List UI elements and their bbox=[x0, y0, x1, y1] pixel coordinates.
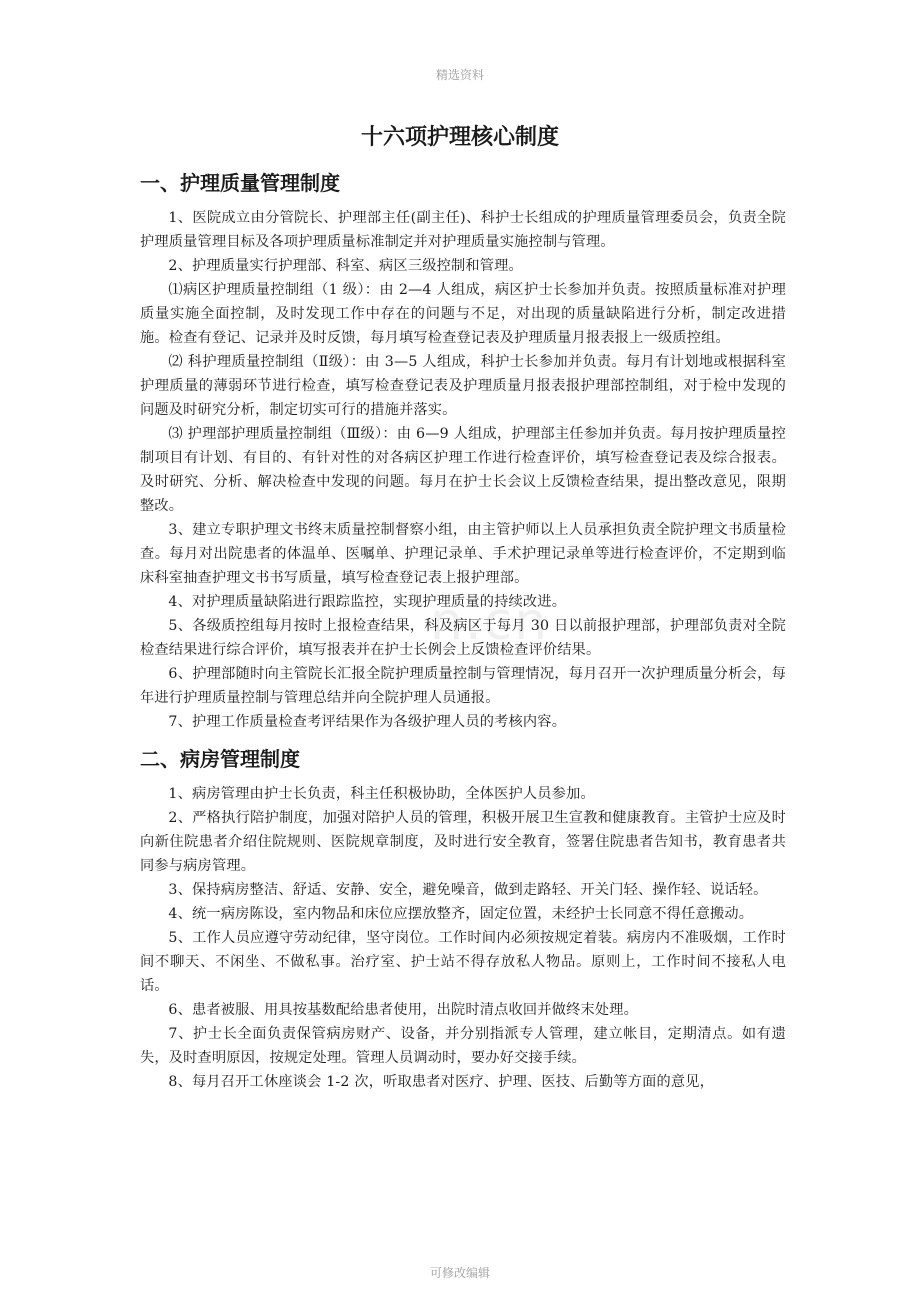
paragraph: ⑶ 护理部护理质量控制组（Ⅲ级）：由 6—9 人组成，护理部主任参加并负责。每月按护理质量控制项目有计划、有目的、有针对性的对各病区护理工作进行检查评价，填写检查登记表及综合报表。及时研究、分析、解决检查中发现的问题。每月在护士长会议上反馈检查结果，提出整改意见，限期整改。 bbox=[140, 426, 786, 514]
page-header-label: 精选资料 bbox=[435, 68, 484, 82]
page-footer-label: 可修改编辑 bbox=[429, 1266, 490, 1280]
paragraph: 3、保持病房整洁、舒适、安静、安全，避免噪音，做到走路轻、开关门轻、操作轻、说话轻。 bbox=[168, 882, 768, 898]
paragraph: 5、工作人员应遵守劳动纪律，坚守岗位。工作时间内必须按规定着装。病房内不准吸烟，工作时间不聊天、不闲坐、不做私事。治疗室、护士站不得存放私人物品。原则上，工作时间不接私人电话。 bbox=[140, 930, 786, 994]
paragraph: 3、建立专职护理文书终末质量控制督察小组，由主管护师以上人员承担负责全院护理文书质量检查。每月对出院患者的体温单、医嘱单、护理记录单、手术护理记录单等进行检查评价，不定期到临床科室抽查护理文书书写质量，填写检查登记表上报护理部。 bbox=[140, 522, 786, 586]
paragraph: ⑵ 科护理质量控制组（Ⅱ级）：由 3—5 人组成，科护士长参加并负责。每月有计划地或根据科室护理质量的薄弱环节进行检查，填写检查登记表及护理质量月报表报护理部控制组，对于检中发现的问题及时研究分析，制定切实可行的措施并落实。 bbox=[140, 354, 786, 418]
paragraph: 5、各级质控组每月按时上报检查结果，科及病区于每月 30 日以前报护理部，护理部负责对全院检查结果进行综合评价，填写报表并在护士长例会上反馈检查评价结果。 bbox=[140, 618, 786, 658]
section-heading: 二、病房管理制度 bbox=[140, 747, 300, 771]
section-heading: 一、护理质量管理制度 bbox=[140, 171, 340, 195]
paragraph: 6、患者被服、用具按基数配给患者使用，出院时清点收回并做终末处理。 bbox=[168, 1002, 639, 1018]
document-title: 十六项护理核心制度 bbox=[360, 125, 559, 150]
section-nursing-quality bbox=[140, 168, 786, 734]
paragraph: 2、护理质量实行护理部、科室、病区三级控制和管理。 bbox=[168, 258, 523, 274]
section-ward-management bbox=[140, 744, 786, 1094]
watermark: n.cn bbox=[430, 592, 550, 652]
paragraph: 8、每月召开工休座谈会 1-2 次，听取患者对医疗、护理、医技、后勤等方面的意见， bbox=[168, 1074, 715, 1090]
paragraph: ⑴病区护理质量控制组（1 级）：由 2—4 人组成，病区护士长参加并负责。按照质量标准对护理质量实施全面控制，及时发现工作中存在的问题与不足，对出现的质量缺陷进行分析，制定改进措施。检查有登记、记录并及时反馈，每月填写检查登记表及护理质量月报表报上一级质控组。 bbox=[140, 282, 786, 346]
document-body bbox=[140, 168, 786, 1094]
paragraph: 1、医院成立由分管院长、护理部主任(副主任)、科护士长组成的护理质量管理委员会，负责全院护理质量管理目标及各项护理质量标准制定并对护理质量实施控制与管理。 bbox=[140, 210, 786, 250]
paragraph: 7、护理工作质量检查考评结果作为各级护理人员的考核内容。 bbox=[168, 714, 567, 730]
paragraph: 7、护士长全面负责保管病房财产、设备，并分别指派专人管理，建立帐目，定期清点。如有遗失，及时查明原因，按规定处理。管理人员调动时，要办好交接手续。 bbox=[140, 1026, 786, 1066]
paragraph: 4、统一病房陈设，室内物品和床位应摆放整齐，固定位置，未经护士长同意不得任意搬动。 bbox=[168, 906, 754, 922]
paragraph: 2、严格执行陪护制度，加强对陪护人员的管理，积极开展卫生宣教和健康教育。主管护士应及时向新住院患者介绍住院规则、医院规章制度，及时进行安全教育，签署住院患者告知书，教育患者共同参与病房管理。 bbox=[140, 810, 786, 874]
paragraph: 6、护理部随时向主管院长汇报全院护理质量控制与管理情况，每月召开一次护理质量分析会，每年进行护理质量控制与管理总结并向全院护理人员通报。 bbox=[140, 666, 786, 706]
paragraph: 1、病房管理由护士长负责，科主任积极协助，全体医护人员参加。 bbox=[168, 786, 595, 802]
paragraph: 4、对护理质量缺陷进行跟踪监控，实现护理质量的持续改进。 bbox=[168, 594, 567, 610]
